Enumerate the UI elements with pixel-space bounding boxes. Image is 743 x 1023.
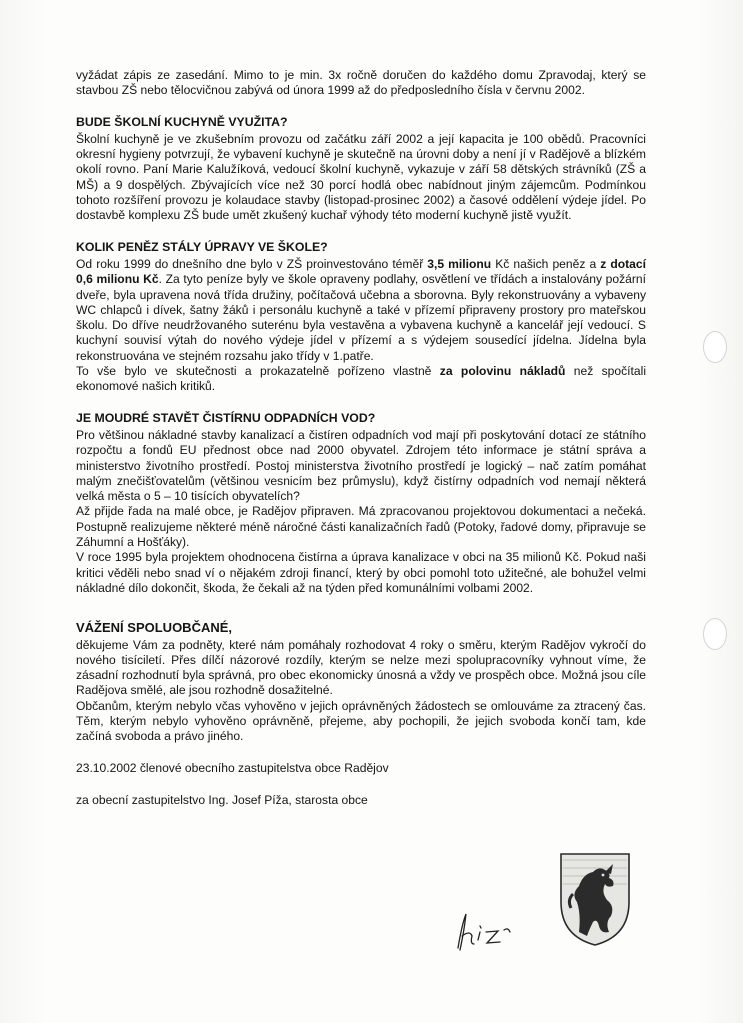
mayor-signature (448, 910, 528, 952)
signatory-line: za obecní zastupitelstvo Ing. Josef Píža, starosta obce (76, 792, 368, 807)
plant-paragraph-1: Pro většinou nákladné stavby kanalizací a čistíren odpadních vod mají při poskytování dotací ze státního rozpočtu a fondů EU přednost obce nad 2000 obyvatel. Zdrojem této informace je státní správa a ministerstvo životního prostředí. Postoj ministerstva životního prostředí je logický – nač zatím pomáhat malým znečišťovatelům (většinou vesnicím bez průmyslu), když čistírny odpadních vod nemají některá velká města o 5 – 10 tisících obyvatelích? (76, 427, 646, 504)
municipal-coat-of-arms (557, 850, 633, 948)
money-text-c: . Za tyto peníze byly ve škole opraveny podlahy, osvětlení ve třídách a instalovány požární dveře, byla upravena nová třída družiny, počítačová učebna a sborovna. Byly rekonstruovány a vybaveny WC chlapců i dívek, šatny žáků i personálu kuchyně a také v přízemí připraveny prostory pro mateřskou školu. Do dříve neudržovaného suterénu byla vestavěna a vybavena kuchyně a kancelář její vedoucí. S kuchyní souvisí výtah do nového výdeje jídel v přízemí a s výdejem sousedící jídelna. Jídelna byla rekonstruována ve stejném rozsahu jako třídy v 1.patře. (76, 272, 646, 363)
money-amount-total: 3,5 milionu (427, 256, 492, 271)
document-body (76, 68, 646, 808)
money-half-cost: za polovinu nákladů (439, 364, 566, 379)
money-text-a: Od roku 1999 do dnešního dne bylo v ZŠ proinvestováno téměř (76, 256, 428, 271)
plant-paragraph-3: V roce 1995 byla projektem ohodnocena čistírna a úprava kanalizace v obci na 35 milionů Kč. Pokud naši kritici věděli nebo snad ví o nějakém zdroji financí, který by obci pomohl toto užitečné, ale bohužel velmi nákladné dílo dokončit, škoda, že čekali až na týden před komunálními volbami 2002. (76, 550, 646, 595)
plant-paragraph-2: Až přijde řada na malé obce, je Radějov připraven. Má zpracovanou projektovou dokumentaci a nečeká. Postupně realizujeme některé méně náročné části kanalizačních řadů (Potoky, řadové domy, připravuje se Záhumní a Hošťáky). (76, 504, 646, 550)
money-text-e: než spočítali ekonomové našich kritiků. (76, 364, 647, 394)
punch-hole-bottom (703, 618, 727, 650)
punch-hole-top (703, 331, 727, 363)
plant-heading: JE MOUDRÉ STAVĚT ČISTÍRNU ODPADNÍCH VOD? (76, 410, 376, 425)
money-amount-subsidy: z dotací 0,6 milionu Kč (76, 256, 646, 287)
money-text-d: To vše bylo ve skutečnosti a prokazatelně pořízeno vlastně (76, 364, 440, 379)
citizens-paragraph-1: děkujeme Vám za podněty, které nám pomáhaly rozhodovat 4 roky o směru, kterým Radějov vykročí do nového tisíciletí. Přes dílčí názorové rozdíly, kterým se nelze mezi spolupracovníky vyhnout víme, že zásadní rozhodnutí byla správná, pro obec ekonomicky únosná a vždy ve prospěch obce. Možná jsou cíle Radějova smělé, ale jsou rozhodně dosažitelné. (76, 637, 646, 698)
money-text-b: Kč našich peněz a (491, 256, 601, 271)
kitchen-heading: BUDE ŠKOLNÍ KUCHYNĚ VYUŽITA? (76, 114, 288, 129)
money-conclusion (76, 364, 646, 395)
date-line: 23.10.2002 členové obecního zastupitelstva obce Radějov (76, 760, 389, 775)
money-paragraph (76, 257, 646, 364)
intro-paragraph: vyžádat zápis ze zasedání. Mimo to je min. 3x ročně doručen do každého domu Zpravodaj, který se stavbou ZŠ nebo tělocvičnou zabývá od února 1999 až do předposledního čísla v červnu 2002. (76, 68, 646, 98)
money-heading: KOLIK PENĚZ STÁLY ÚPRAVY VE ŠKOLE? (76, 239, 328, 254)
kitchen-paragraph: Školní kuchyně je ve zkušebním provozu od začátku září 2002 a její kapacita je 100 obědů. Pracovníci okresní hygieny potvrzují, že vybavení kuchyně je skutečně na úrovni doby a není jí v Radějově a blízkém okolí rovno. Paní Marie Kalužíková, vedoucí školní kuchyně, vykazuje v září 58 dětských strávníků (ZŠ a MŠ) a 9 dospělých. Zbývajících více než 30 porcí hodlá obec nabídnout jiným zájemcům. Podmínkou tohoto rozšíření provozu je kolaudace stavby (listopad-prosinec 2002) a časové oddělení výdeje jídel. Po dostavbě komplexu ZŠ bude umět zkušený kuchař výhody této moderní kuchyně jistě využít. (76, 131, 646, 223)
citizens-paragraph-2: Občanům, kterým nebylo včas vyhověno v jejich oprávněných žádostech se omlouváme za ztracený čas. Těm, kterým nebylo vyhověno oprávněně, přejeme, aby pochopili, že jejich svoboda končí tam, kde začíná svoboda a právo jiného. (76, 698, 646, 744)
citizens-heading: VÁŽENÍ SPOLUOBČANÉ, (76, 620, 233, 636)
